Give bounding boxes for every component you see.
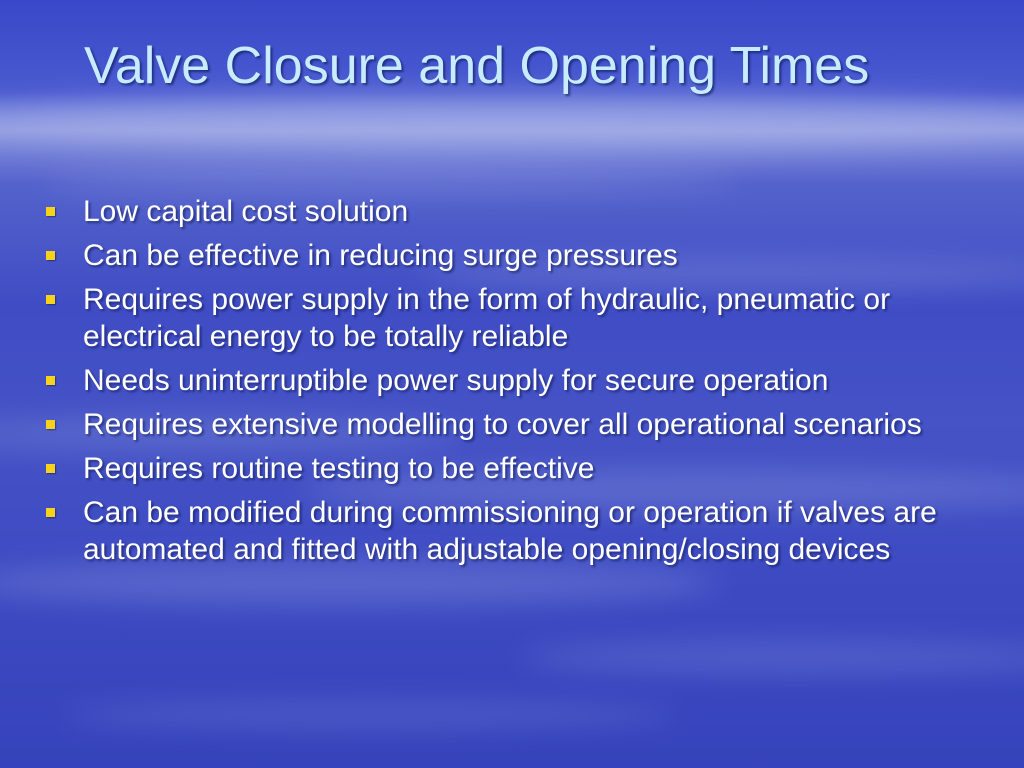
bullet-item — [44, 362, 984, 399]
square-bullet-icon — [46, 251, 55, 260]
square-bullet-icon — [46, 207, 55, 216]
bullet-item — [44, 450, 984, 487]
cloud-streak — [60, 700, 680, 730]
bullet-text: Low capital cost solution — [83, 195, 409, 228]
square-bullet-icon — [46, 295, 55, 304]
bullet-item — [44, 237, 984, 274]
bullet-text: Requires extensive modelling to cover all operational scenarios — [83, 408, 922, 441]
bullet-item — [44, 406, 984, 443]
cloud-streak — [0, 95, 1024, 150]
square-bullet-icon — [46, 464, 55, 473]
cloud-streak — [520, 640, 1024, 675]
bullet-list — [44, 193, 984, 575]
square-bullet-icon — [46, 508, 55, 517]
bullet-text: Requires power supply in the form of hydraulic, pneumatic or electrical energy to be totally reliable — [83, 283, 891, 353]
square-bullet-icon — [46, 420, 55, 429]
bullet-text: Can be effective in reducing surge pressures — [83, 239, 678, 272]
bullet-item — [44, 193, 984, 230]
cloud-streak — [40, 170, 740, 192]
bullet-text: Requires routine testing to be effective — [83, 452, 595, 485]
slide-title: Valve Closure and Opening Times — [84, 37, 870, 95]
square-bullet-icon — [46, 376, 55, 385]
bullet-item — [44, 281, 984, 355]
bullet-text: Needs uninterruptible power supply for secure operation — [83, 364, 829, 397]
bullet-text: Can be modified during commissioning or operation if valves are automated and fitted with adjustable opening/closing devices — [83, 496, 937, 566]
bullet-item — [44, 494, 984, 568]
